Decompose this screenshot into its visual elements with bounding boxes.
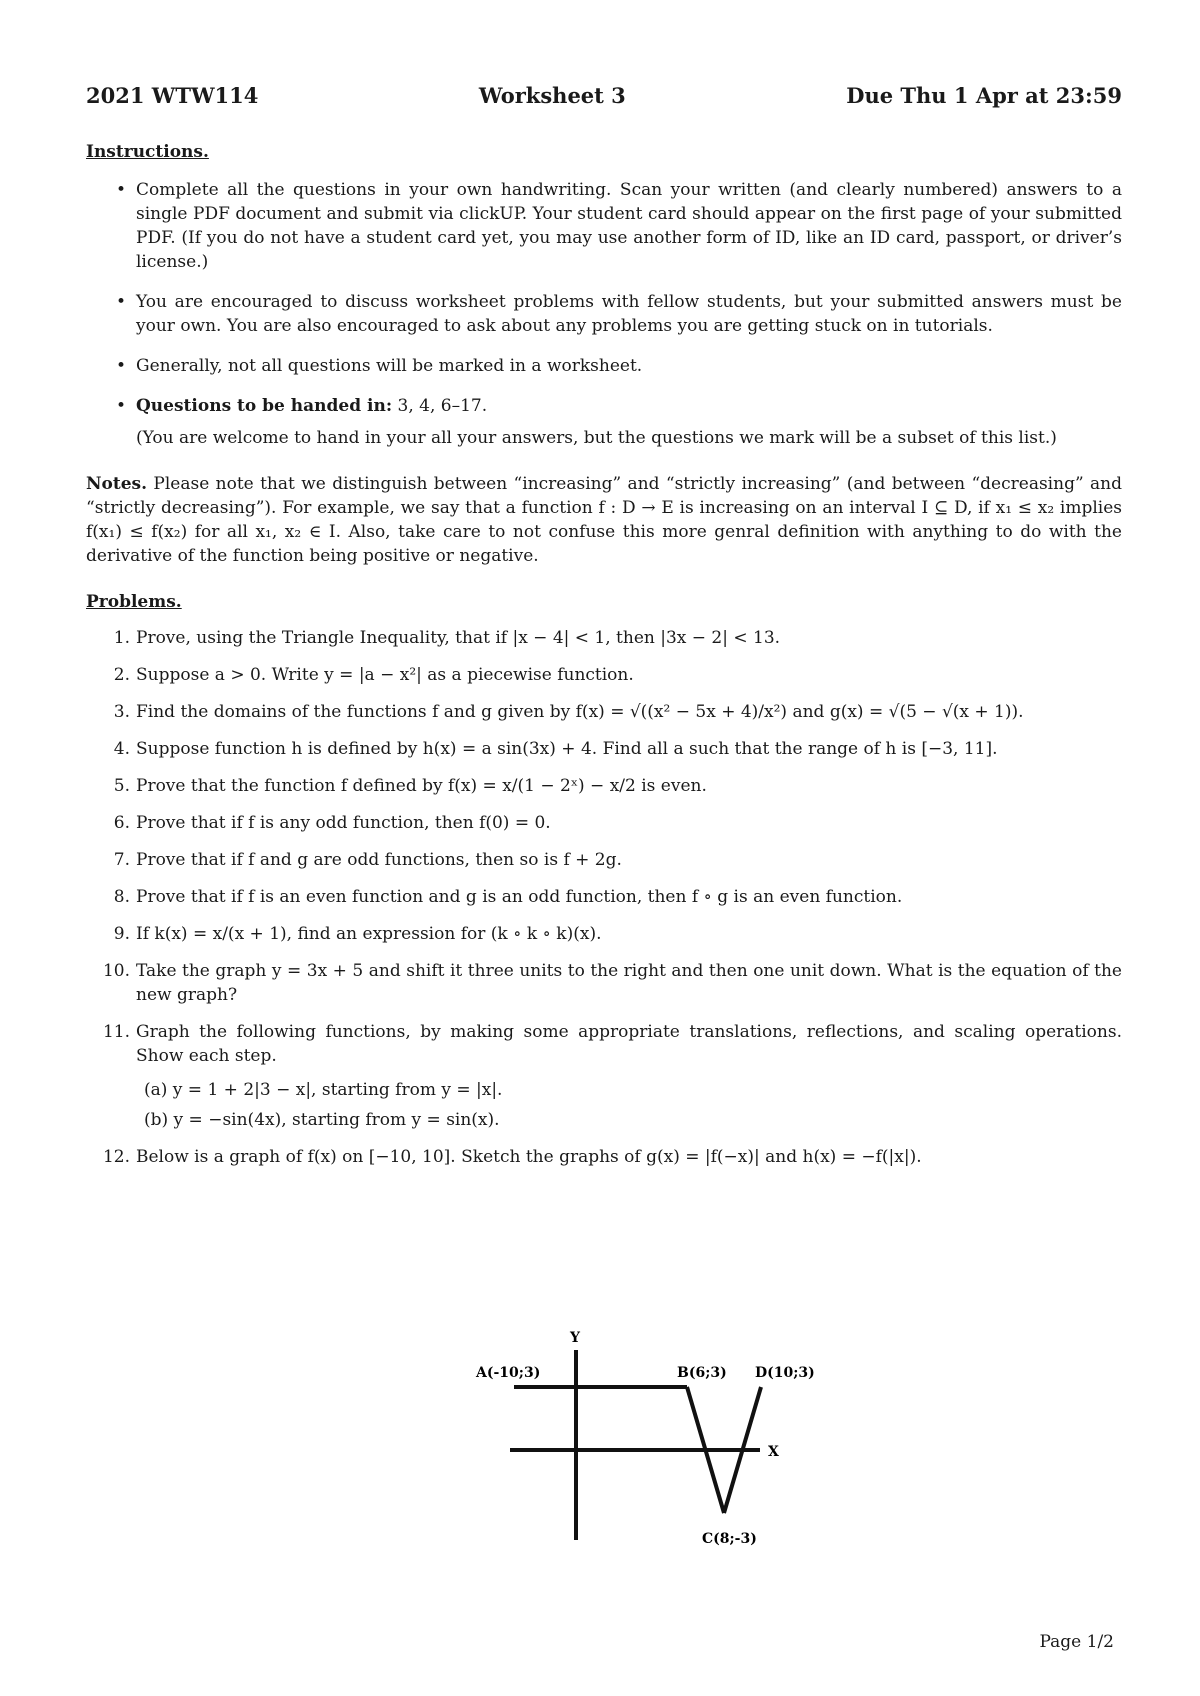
problem-item xyxy=(86,700,1122,724)
x-axis-label: X xyxy=(768,1444,779,1460)
problem-text: Prove that if f is any odd function, then f(0) = 0. xyxy=(136,813,551,833)
problem-number: 8. xyxy=(113,887,130,907)
notes-paragraph xyxy=(86,472,1122,568)
problem-item xyxy=(86,737,1122,761)
problem-text: Take the graph y = 3x + 5 and shift it three units to the right and then one unit down. What is the equation of the new graph? xyxy=(136,961,1122,1005)
handin-value: 3, 4, 6–17. xyxy=(397,396,488,416)
y-axis-label: Y xyxy=(570,1330,580,1346)
point-label: C(8;-3) xyxy=(702,1531,757,1547)
problem-text: Below is a graph of f(x) on [−10, 10]. Sketch the graphs of g(x) = |f(−x)| and h(x) = −f(|x|). xyxy=(136,1147,922,1167)
page-number: Page 1/2 xyxy=(1039,1632,1114,1652)
instruction-item-handin xyxy=(86,394,1122,450)
problem-item xyxy=(86,1020,1122,1132)
problem-number: 3. xyxy=(113,702,130,722)
handin-label: Questions to be handed in: xyxy=(136,396,393,416)
problem-text: Prove, using the Triangle Inequality, that if |x − 4| < 1, then |3x − 2| < 13. xyxy=(136,628,781,648)
instruction-item: • Generally, not all questions will be marked in a worksheet. xyxy=(86,354,1122,378)
problem-number: 6. xyxy=(113,813,130,833)
problem-text: Find the domains of the functions f and g given by f(x) = √((x² − 5x + 4)/x²) and g(x) = √(5 − √(x + 1)). xyxy=(136,702,1024,722)
instructions-heading: Instructions. xyxy=(86,142,209,162)
problem-text: Prove that if f and g are odd functions, then so is f + 2g. xyxy=(136,850,622,870)
point-label: A(-10;3) xyxy=(476,1365,541,1381)
worksheet-page xyxy=(86,84,1122,1182)
problem-part: (a) y = 1 + 2|3 − x|, starting from y = |x|. xyxy=(144,1080,503,1100)
point-label: D(10;3) xyxy=(755,1365,815,1381)
problem-number: 7. xyxy=(113,850,130,870)
course-code: 2021 WTW114 xyxy=(86,83,259,108)
problem-item xyxy=(86,774,1122,798)
problem-item xyxy=(86,811,1122,835)
problem-item xyxy=(86,663,1122,687)
due-date: Due Thu 1 Apr at 23:59 xyxy=(846,83,1122,108)
problem-part: (b) y = −sin(4x), starting from y = sin(x). xyxy=(144,1110,500,1130)
problem-text: If k(x) = x/(x + 1), find an expression for (k ∘ k ∘ k)(x). xyxy=(136,924,602,944)
instruction-item: • Complete all the questions in your own handwriting. Scan your written (and clearly numbered) answers to a single PDF document and submit via clickUP. Your student card should appear on the first page of your submitted PDF. (If you do not have a student card yet, you may use another form of ID, like an ID card, passport, or driver’s license.) xyxy=(86,178,1122,274)
problem-item xyxy=(86,1145,1122,1169)
problem-text: Graph the following functions, by making some appropriate translations, reflections, and scaling operations. Show each step. xyxy=(136,1022,1122,1066)
function-graph xyxy=(470,1320,815,1547)
page-header xyxy=(86,84,1122,120)
problems-list xyxy=(86,626,1122,1169)
problem-number: 11. xyxy=(102,1022,130,1042)
notes-text: Please note that we distinguish between “increasing” and “strictly increasing” (and between “decreasing” and “strictly decreasing”). For example, we say that a function f : D → E is increasing on an interval I ⊆ D, if x₁ ≤ x₂ implies f(x₁) ≤ f(x₂) for all x₁, x₂ ∈ I. Also, take care to not confuse this more genral definition with anything to do with the derivative of the function being positive or negative. xyxy=(86,474,1122,566)
problem-number: 12. xyxy=(102,1147,130,1167)
problems-heading: Problems. xyxy=(86,592,182,612)
problem-number: 10. xyxy=(102,961,130,981)
graph-labels xyxy=(475,1365,815,1547)
problem-parts xyxy=(136,1078,1122,1132)
problem-number: 4. xyxy=(113,739,130,759)
problem-text: Suppose function h is defined by h(x) = a sin(3x) + 4. Find all a such that the range of h is [−3, 11]. xyxy=(136,739,998,759)
problem-item xyxy=(86,885,1122,909)
problem-item xyxy=(86,959,1122,1007)
instruction-item: • You are encouraged to discuss worksheet problems with fellow students, but your submitted answers must be your own. You are also encouraged to ask about any problems you are getting stuck on in tutorials. xyxy=(86,290,1122,338)
problem-number: 5. xyxy=(113,776,130,796)
problem-number: 1. xyxy=(113,628,130,648)
instructions-list xyxy=(86,178,1122,450)
problem-number: 9. xyxy=(113,924,130,944)
point-label: B(6;3) xyxy=(677,1365,727,1381)
problem-text: Suppose a > 0. Write y = |a − x²| as a piecewise function. xyxy=(136,665,634,685)
problem-text: Prove that if f is an even function and g is an odd function, then f ∘ g is an even function. xyxy=(136,887,903,907)
worksheet-title: Worksheet 3 xyxy=(478,83,626,108)
problem-text: Prove that the function f defined by f(x) = x/(1 − 2ˣ) − x/2 is even. xyxy=(136,776,707,796)
problem-item xyxy=(86,626,1122,650)
handin-note: (You are welcome to hand in your all your answers, but the questions we mark will be a subset of this list.) xyxy=(136,428,1057,448)
problem-item xyxy=(86,848,1122,872)
problem-item xyxy=(86,922,1122,946)
problem-number: 2. xyxy=(113,665,130,685)
notes-label: Notes. xyxy=(86,474,148,494)
